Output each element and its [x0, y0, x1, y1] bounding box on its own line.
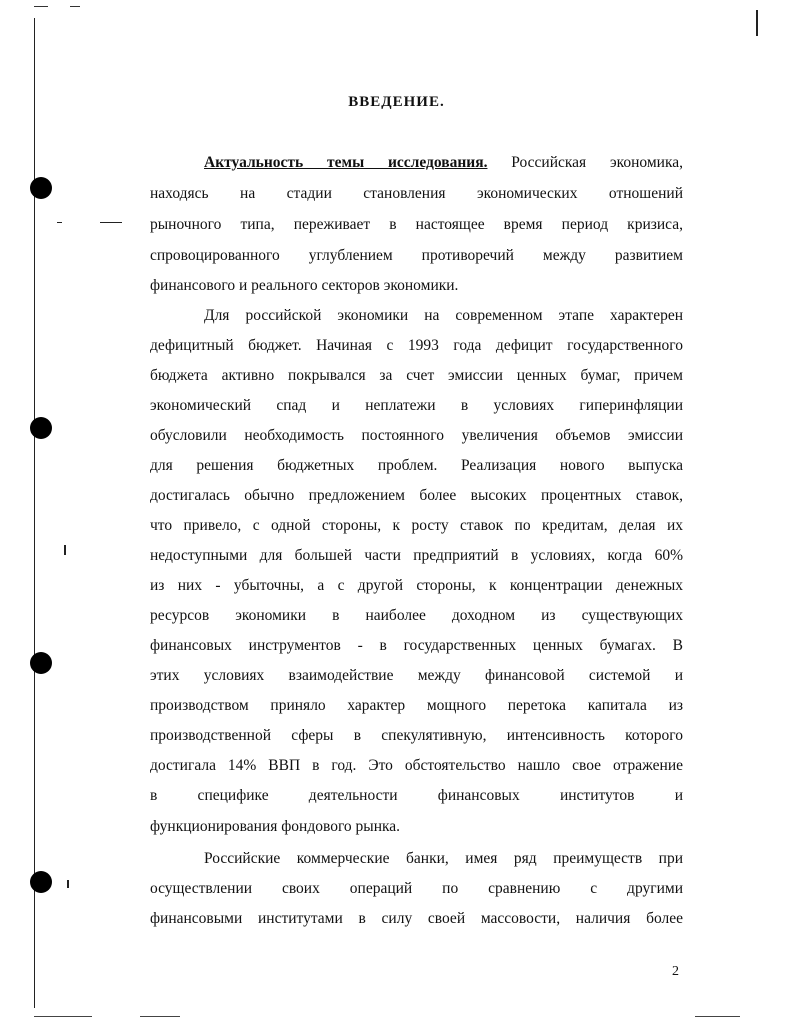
scan-speck: [67, 880, 69, 888]
page-title: ВВЕДЕНИЕ.: [348, 94, 445, 110]
paragraph-line: недоступными для большей части предприятий в условиях, когда 60%: [150, 547, 683, 564]
paragraph-line: экономический спад и неплатежи в условиях гиперинфляции: [150, 397, 683, 414]
paragraph-line: бюджета активно покрывался за счет эмиссии ценных бумаг, причем: [150, 367, 683, 384]
paragraph-line: [204, 153, 683, 173]
paragraph-line: обусловили необходимость постоянного увеличения объемов эмиссии: [150, 427, 683, 444]
scan-speck: [64, 545, 66, 555]
paragraph-line: Российские коммерческие банки, имея ряд преимуществ при: [204, 850, 683, 867]
paragraph-line: ресурсов экономики в наиболее доходном из существующих: [150, 607, 683, 624]
paragraph-line: из них - убыточны, а с другой стороны, к концентрации денежных: [150, 577, 683, 594]
scan-bottom-line: [34, 1016, 92, 1017]
scan-bottom-line: [695, 1016, 740, 1017]
paragraph-line: что привело, с одной стороны, к росту ставок по кредитам, делая их: [150, 517, 683, 534]
scan-corner-mark: [70, 6, 80, 7]
paragraph-line: финансовыми институтами в силу своей массовости, наличия более: [150, 910, 683, 927]
punch-hole: [30, 652, 52, 674]
page-number: 2: [672, 964, 679, 979]
paragraph-line: достигалась обычно предложением более высоких процентных ставок,: [150, 487, 683, 504]
scan-corner-mark: [34, 6, 48, 7]
paragraph-line: функционирования фондового рынка.: [150, 818, 401, 835]
paragraph-line: дефицитный бюджет. Начиная с 1993 года дефицит государственного: [150, 337, 683, 354]
scan-left-edge-line: [34, 18, 35, 1008]
scan-bottom-line: [140, 1016, 180, 1017]
paragraph-line: производством приняло характер мощного перетока капитала из: [150, 697, 683, 714]
paragraph-line: производственной сферы в спекулятивную, интенсивность которого: [150, 727, 683, 744]
punch-hole: [30, 871, 52, 893]
paragraph-line: Для российской экономики на современном этапе характерен: [204, 307, 683, 324]
text-run: Российская экономика,: [511, 154, 684, 171]
paragraph-line: этих условиях взаимодействие между финансовой системой и: [150, 667, 683, 684]
punch-hole: [30, 417, 52, 439]
section-heading: Актуальность темы исследования.: [204, 154, 488, 171]
paragraph-line: финансового и реального секторов экономики.: [150, 277, 459, 294]
paragraph-line: находясь на стадии становления экономических отношений: [150, 185, 683, 202]
paragraph-line: в специфике деятельности финансовых институтов и: [150, 787, 683, 804]
scan-speck: [100, 222, 122, 223]
paragraph-line: спровоцированного углублением противоречий между развитием: [150, 247, 683, 264]
paragraph-line: осуществлении своих операций по сравнению с другими: [150, 880, 683, 897]
paragraph-line: для решения бюджетных проблем. Реализация нового выпуска: [150, 457, 683, 474]
scan-speck: [756, 10, 758, 36]
scan-speck: [57, 222, 62, 223]
paragraph-line: достигала 14% ВВП в год. Это обстоятельство нашло свое отражение: [150, 757, 683, 774]
punch-hole: [30, 177, 52, 199]
paragraph-line: рыночного типа, переживает в настоящее время период кризиса,: [150, 216, 683, 233]
paragraph-line: финансовых инструментов - в государственных ценных бумагах. В: [150, 637, 683, 654]
